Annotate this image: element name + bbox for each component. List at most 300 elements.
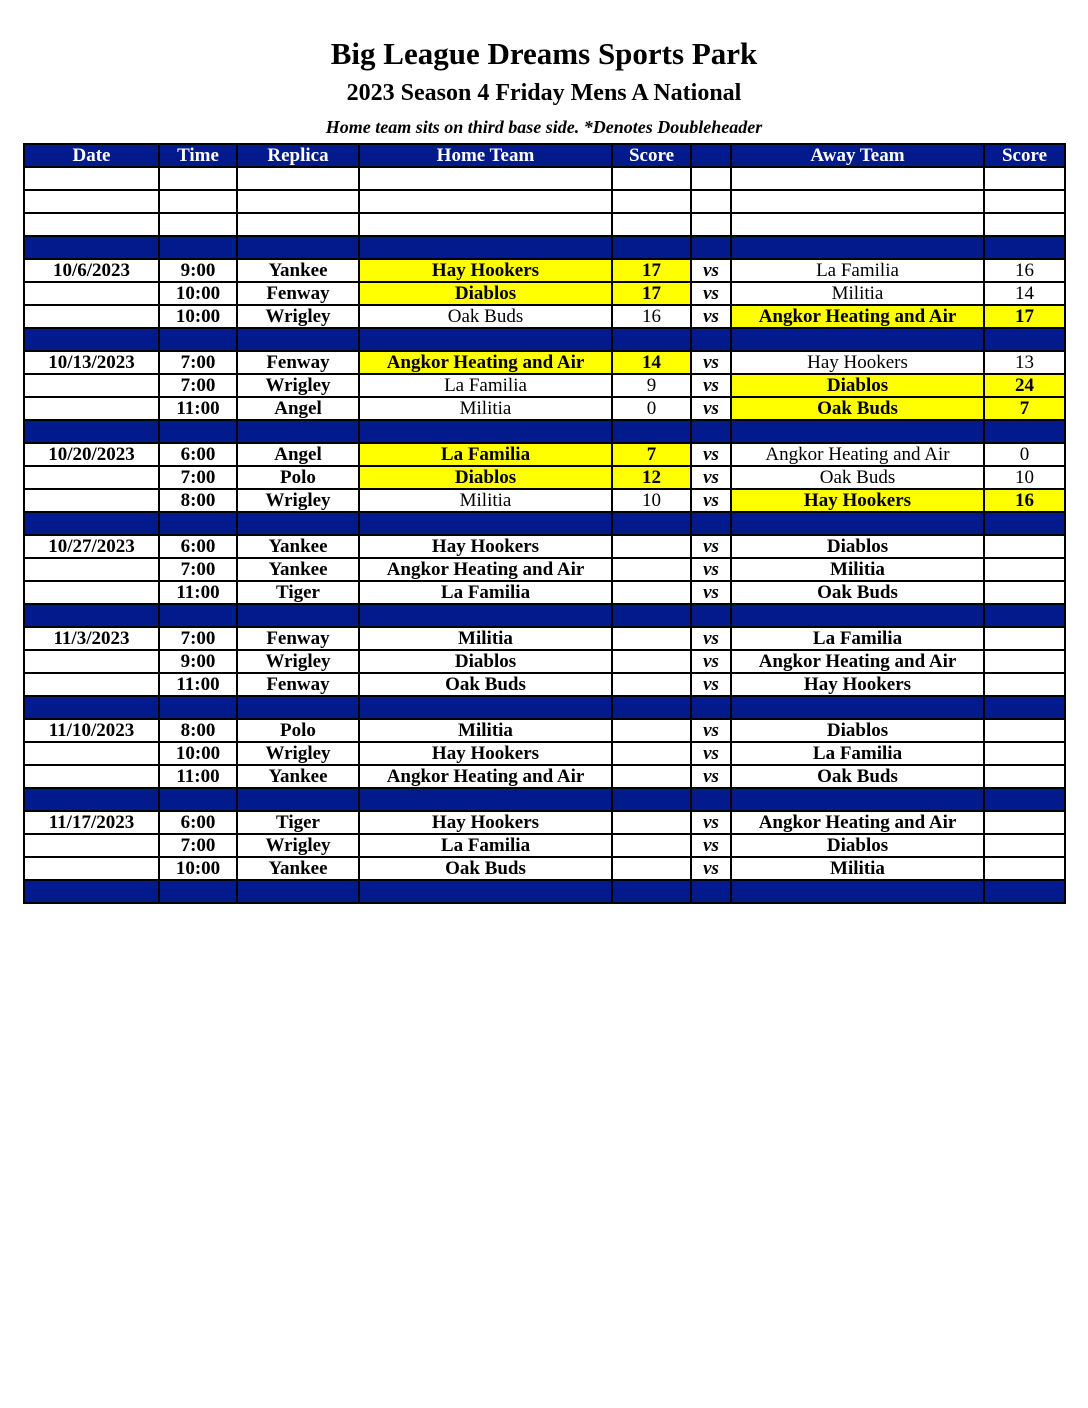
empty-cell <box>612 880 691 903</box>
game-time: 7:00 <box>159 834 237 857</box>
away-score <box>984 558 1065 581</box>
game-date <box>24 489 159 512</box>
empty-cell <box>237 190 359 213</box>
empty-cell <box>159 420 237 443</box>
empty-cell <box>237 788 359 811</box>
game-row <box>24 650 1065 673</box>
game-field: Polo <box>237 719 359 742</box>
away-score <box>984 719 1065 742</box>
home-score: 9 <box>612 374 691 397</box>
empty-cell <box>984 213 1065 236</box>
game-time: 10:00 <box>159 742 237 765</box>
vs-label: vs <box>691 811 731 834</box>
week-separator-row <box>24 788 1065 811</box>
away-score <box>984 811 1065 834</box>
game-field: Yankee <box>237 857 359 880</box>
game-row <box>24 627 1065 650</box>
home-team: Militia <box>359 627 612 650</box>
away-team: La Familia <box>731 627 984 650</box>
empty-cell <box>612 167 691 190</box>
vs-label: vs <box>691 374 731 397</box>
home-team: Militia <box>359 489 612 512</box>
game-date <box>24 305 159 328</box>
away-score: 17 <box>984 305 1065 328</box>
home-score <box>612 558 691 581</box>
col-header-away-score: Score <box>984 144 1065 167</box>
empty-cell <box>612 213 691 236</box>
col-header-home-score: Score <box>612 144 691 167</box>
empty-cell <box>359 420 612 443</box>
empty-cell <box>237 880 359 903</box>
empty-cell <box>24 236 159 259</box>
game-row <box>24 535 1065 558</box>
game-date <box>24 765 159 788</box>
home-score <box>612 811 691 834</box>
empty-cell <box>359 880 612 903</box>
empty-cell <box>612 328 691 351</box>
col-header-away-team: Away Team <box>731 144 984 167</box>
empty-cell <box>984 880 1065 903</box>
game-field: Fenway <box>237 282 359 305</box>
away-score: 16 <box>984 489 1065 512</box>
game-row <box>24 443 1065 466</box>
game-date: 10/13/2023 <box>24 351 159 374</box>
game-time: 10:00 <box>159 305 237 328</box>
empty-cell <box>731 167 984 190</box>
empty-cell <box>731 236 984 259</box>
empty-cell <box>24 880 159 903</box>
vs-label: vs <box>691 443 731 466</box>
empty-cell <box>691 236 731 259</box>
week-separator-row <box>24 420 1065 443</box>
away-team: Diablos <box>731 834 984 857</box>
vs-label: vs <box>691 259 731 282</box>
empty-cell <box>731 190 984 213</box>
game-time: 7:00 <box>159 351 237 374</box>
page-subtitle: 2023 Season 4 Friday Mens A National <box>346 80 742 106</box>
empty-cell <box>691 328 731 351</box>
home-team: Oak Buds <box>359 673 612 696</box>
home-score: 14 <box>612 351 691 374</box>
game-date: 11/3/2023 <box>24 627 159 650</box>
empty-cell <box>984 236 1065 259</box>
away-team: Militia <box>731 558 984 581</box>
empty-cell <box>237 512 359 535</box>
empty-cell <box>984 167 1065 190</box>
table-header <box>24 144 1065 167</box>
vs-label: vs <box>691 581 731 604</box>
away-score <box>984 834 1065 857</box>
empty-cell <box>731 420 984 443</box>
empty-cell <box>984 190 1065 213</box>
vs-label: vs <box>691 857 731 880</box>
vs-label: vs <box>691 282 731 305</box>
away-team: Angkor Heating and Air <box>731 811 984 834</box>
vs-label: vs <box>691 535 731 558</box>
away-score: 13 <box>984 351 1065 374</box>
week-separator-row <box>24 604 1065 627</box>
empty-cell <box>731 512 984 535</box>
game-date: 10/6/2023 <box>24 259 159 282</box>
home-team: Diablos <box>359 650 612 673</box>
home-team: La Familia <box>359 443 612 466</box>
away-team: Angkor Heating and Air <box>731 650 984 673</box>
away-team: La Familia <box>731 742 984 765</box>
game-field: Angel <box>237 443 359 466</box>
game-row <box>24 742 1065 765</box>
vs-label: vs <box>691 650 731 673</box>
home-score <box>612 742 691 765</box>
game-date: 10/27/2023 <box>24 535 159 558</box>
game-date <box>24 558 159 581</box>
game-row <box>24 374 1065 397</box>
empty-cell <box>691 604 731 627</box>
game-field: Yankee <box>237 535 359 558</box>
game-date: 11/17/2023 <box>24 811 159 834</box>
home-score: 16 <box>612 305 691 328</box>
empty-cell <box>359 696 612 719</box>
away-score <box>984 535 1065 558</box>
empty-cell <box>691 788 731 811</box>
vs-label: vs <box>691 305 731 328</box>
away-team: Oak Buds <box>731 397 984 420</box>
vs-label: vs <box>691 558 731 581</box>
home-team: Militia <box>359 719 612 742</box>
home-score <box>612 834 691 857</box>
empty-cell <box>237 328 359 351</box>
empty-cell <box>731 788 984 811</box>
table-body <box>24 167 1065 903</box>
blank-row <box>24 213 1065 236</box>
away-team: Diablos <box>731 719 984 742</box>
empty-cell <box>691 167 731 190</box>
away-score: 0 <box>984 443 1065 466</box>
empty-cell <box>612 420 691 443</box>
empty-cell <box>984 328 1065 351</box>
empty-cell <box>24 190 159 213</box>
away-team: Diablos <box>731 374 984 397</box>
home-score <box>612 765 691 788</box>
game-row <box>24 765 1065 788</box>
home-score <box>612 650 691 673</box>
empty-cell <box>984 512 1065 535</box>
empty-cell <box>159 880 237 903</box>
home-score <box>612 535 691 558</box>
game-time: 9:00 <box>159 650 237 673</box>
away-team: Angkor Heating and Air <box>731 443 984 466</box>
game-field: Yankee <box>237 765 359 788</box>
col-header-home-team: Home Team <box>359 144 612 167</box>
game-date <box>24 466 159 489</box>
game-date <box>24 374 159 397</box>
game-date <box>24 834 159 857</box>
week-separator-row <box>24 696 1065 719</box>
empty-cell <box>691 190 731 213</box>
empty-cell <box>612 190 691 213</box>
empty-cell <box>612 696 691 719</box>
empty-cell <box>159 213 237 236</box>
game-field: Wrigley <box>237 374 359 397</box>
away-team: Militia <box>731 282 984 305</box>
game-time: 11:00 <box>159 581 237 604</box>
game-time: 11:00 <box>159 765 237 788</box>
empty-cell <box>691 420 731 443</box>
blank-row <box>24 190 1065 213</box>
home-team: Diablos <box>359 466 612 489</box>
game-time: 8:00 <box>159 719 237 742</box>
empty-cell <box>24 420 159 443</box>
vs-label: vs <box>691 765 731 788</box>
away-team: Hay Hookers <box>731 351 984 374</box>
home-score <box>612 673 691 696</box>
away-score <box>984 650 1065 673</box>
empty-cell <box>24 512 159 535</box>
empty-cell <box>359 236 612 259</box>
empty-cell <box>159 696 237 719</box>
empty-cell <box>237 696 359 719</box>
home-score: 17 <box>612 282 691 305</box>
empty-cell <box>612 788 691 811</box>
empty-cell <box>159 512 237 535</box>
game-row <box>24 305 1065 328</box>
empty-cell <box>691 880 731 903</box>
away-score <box>984 627 1065 650</box>
empty-cell <box>159 190 237 213</box>
home-team: Diablos <box>359 282 612 305</box>
empty-cell <box>612 512 691 535</box>
empty-cell <box>984 788 1065 811</box>
vs-label: vs <box>691 466 731 489</box>
away-score <box>984 673 1065 696</box>
vs-label: vs <box>691 673 731 696</box>
empty-cell <box>731 328 984 351</box>
away-team: Oak Buds <box>731 765 984 788</box>
game-row <box>24 719 1065 742</box>
game-field: Fenway <box>237 673 359 696</box>
away-team: Hay Hookers <box>731 673 984 696</box>
home-team: La Familia <box>359 374 612 397</box>
empty-cell <box>359 604 612 627</box>
home-team: Angkor Heating and Air <box>359 765 612 788</box>
col-header-date: Date <box>24 144 159 167</box>
away-team: Oak Buds <box>731 466 984 489</box>
home-score <box>612 627 691 650</box>
away-score <box>984 581 1065 604</box>
game-time: 6:00 <box>159 443 237 466</box>
home-team: Hay Hookers <box>359 535 612 558</box>
week-separator-row <box>24 880 1065 903</box>
empty-cell <box>731 213 984 236</box>
empty-cell <box>359 328 612 351</box>
home-score <box>612 581 691 604</box>
game-field: Angel <box>237 397 359 420</box>
empty-cell <box>691 512 731 535</box>
empty-cell <box>159 788 237 811</box>
empty-cell <box>612 604 691 627</box>
away-team: Militia <box>731 857 984 880</box>
game-time: 7:00 <box>159 627 237 650</box>
game-date <box>24 581 159 604</box>
game-date <box>24 397 159 420</box>
game-time: 6:00 <box>159 535 237 558</box>
blank-row <box>24 167 1065 190</box>
vs-label: vs <box>691 719 731 742</box>
game-date <box>24 282 159 305</box>
home-team: Hay Hookers <box>359 259 612 282</box>
game-field: Wrigley <box>237 305 359 328</box>
game-row <box>24 857 1065 880</box>
game-time: 11:00 <box>159 397 237 420</box>
game-row <box>24 259 1065 282</box>
vs-label: vs <box>691 397 731 420</box>
empty-cell <box>984 420 1065 443</box>
away-team: Oak Buds <box>731 581 984 604</box>
game-time: 7:00 <box>159 558 237 581</box>
empty-cell <box>612 236 691 259</box>
home-team: La Familia <box>359 581 612 604</box>
vs-label: vs <box>691 351 731 374</box>
home-team: Oak Buds <box>359 305 612 328</box>
home-score <box>612 719 691 742</box>
vs-label: vs <box>691 627 731 650</box>
empty-cell <box>237 167 359 190</box>
empty-cell <box>731 696 984 719</box>
empty-cell <box>359 190 612 213</box>
col-header-vs <box>691 144 731 167</box>
away-score: 16 <box>984 259 1065 282</box>
empty-cell <box>237 604 359 627</box>
empty-cell <box>24 788 159 811</box>
empty-cell <box>984 604 1065 627</box>
empty-cell <box>237 213 359 236</box>
empty-cell <box>359 788 612 811</box>
away-team: Diablos <box>731 535 984 558</box>
empty-cell <box>359 167 612 190</box>
empty-cell <box>24 604 159 627</box>
home-score: 0 <box>612 397 691 420</box>
game-row <box>24 351 1065 374</box>
away-score <box>984 765 1065 788</box>
empty-cell <box>24 696 159 719</box>
away-score: 14 <box>984 282 1065 305</box>
schedule-note: Home team sits on third base side. *Denotes Doubleheader <box>325 117 763 137</box>
home-team: Hay Hookers <box>359 742 612 765</box>
col-header-time: Time <box>159 144 237 167</box>
home-team: Oak Buds <box>359 857 612 880</box>
game-row <box>24 581 1065 604</box>
header-row <box>24 144 1065 167</box>
empty-cell <box>359 213 612 236</box>
game-field: Tiger <box>237 581 359 604</box>
game-field: Fenway <box>237 627 359 650</box>
week-separator-row <box>24 328 1065 351</box>
away-score <box>984 857 1065 880</box>
home-team: Militia <box>359 397 612 420</box>
empty-cell <box>24 167 159 190</box>
game-row <box>24 489 1065 512</box>
game-field: Wrigley <box>237 834 359 857</box>
game-time: 6:00 <box>159 811 237 834</box>
away-score: 24 <box>984 374 1065 397</box>
game-row <box>24 834 1065 857</box>
home-score: 12 <box>612 466 691 489</box>
away-team: La Familia <box>731 259 984 282</box>
game-row <box>24 466 1065 489</box>
away-score <box>984 742 1065 765</box>
home-team: Hay Hookers <box>359 811 612 834</box>
empty-cell <box>24 328 159 351</box>
game-time: 7:00 <box>159 374 237 397</box>
empty-cell <box>359 512 612 535</box>
empty-cell <box>691 696 731 719</box>
empty-cell <box>984 696 1065 719</box>
empty-cell <box>731 604 984 627</box>
game-row <box>24 673 1065 696</box>
week-separator-row <box>24 236 1065 259</box>
home-score <box>612 857 691 880</box>
page-title: Big League Dreams Sports Park <box>330 36 758 71</box>
game-time: 10:00 <box>159 857 237 880</box>
home-score: 10 <box>612 489 691 512</box>
game-date: 10/20/2023 <box>24 443 159 466</box>
away-team: Hay Hookers <box>731 489 984 512</box>
game-row <box>24 558 1065 581</box>
game-field: Wrigley <box>237 742 359 765</box>
empty-cell <box>691 213 731 236</box>
home-team: La Familia <box>359 834 612 857</box>
game-time: 11:00 <box>159 673 237 696</box>
game-date <box>24 857 159 880</box>
empty-cell <box>159 328 237 351</box>
game-field: Yankee <box>237 259 359 282</box>
empty-cell <box>731 880 984 903</box>
game-time: 10:00 <box>159 282 237 305</box>
empty-cell <box>237 420 359 443</box>
col-header-replica: Replica <box>237 144 359 167</box>
vs-label: vs <box>691 834 731 857</box>
away-team: Angkor Heating and Air <box>731 305 984 328</box>
game-date: 11/10/2023 <box>24 719 159 742</box>
home-team: Angkor Heating and Air <box>359 558 612 581</box>
game-field: Polo <box>237 466 359 489</box>
game-field: Tiger <box>237 811 359 834</box>
game-time: 7:00 <box>159 466 237 489</box>
empty-cell <box>159 604 237 627</box>
vs-label: vs <box>691 489 731 512</box>
game-field: Wrigley <box>237 650 359 673</box>
away-score: 7 <box>984 397 1065 420</box>
home-team: Angkor Heating and Air <box>359 351 612 374</box>
game-date <box>24 742 159 765</box>
empty-cell <box>159 236 237 259</box>
game-row <box>24 282 1065 305</box>
schedule-table <box>23 143 1066 904</box>
away-score: 10 <box>984 466 1065 489</box>
game-row <box>24 811 1065 834</box>
empty-cell <box>159 167 237 190</box>
home-score: 7 <box>612 443 691 466</box>
game-time: 8:00 <box>159 489 237 512</box>
game-field: Wrigley <box>237 489 359 512</box>
game-date <box>24 673 159 696</box>
empty-cell <box>24 213 159 236</box>
vs-label: vs <box>691 742 731 765</box>
home-score: 17 <box>612 259 691 282</box>
game-date <box>24 650 159 673</box>
game-time: 9:00 <box>159 259 237 282</box>
week-separator-row <box>24 512 1065 535</box>
empty-cell <box>237 236 359 259</box>
